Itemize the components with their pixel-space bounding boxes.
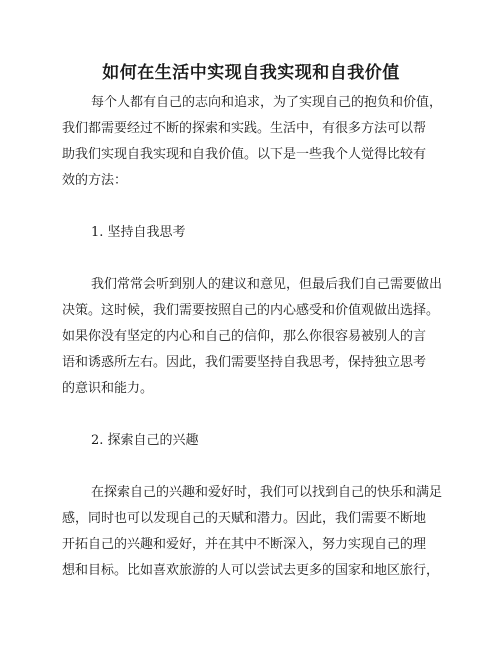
intro-line-3: 助我们实现自我实现和自我价值。以下是一些我个人觉得比较有 xyxy=(62,147,427,162)
section2-line-1: 在探索自己的兴趣和爱好时，我们可以找到自己的快乐和满足 xyxy=(91,485,443,500)
section1-line-3: 如果你没有坚定的内心和自己的信仰，那么你很容易被别人的言 xyxy=(62,329,427,344)
section1-line-1: 我们常常会听到别人的建议和意见，但最后我们自己需要做出 xyxy=(91,277,443,292)
section1-line-4: 语和诱惑所左右。因此，我们需要坚持自我思考，保持独立思考 xyxy=(62,355,427,370)
section1-line-2: 决策。这时候，我们需要按照自己的内心感受和价值观做出选择。 xyxy=(62,303,440,318)
section2-line-2: 感，同时也可以发现自己的天赋和潜力。因此，我们需要不断地 xyxy=(62,511,427,526)
intro-line-2: 我们都需要经过不断的探索和实践。生活中，有很多方法可以帮 xyxy=(62,121,427,136)
section-heading-1: 1. 坚持自我思考 xyxy=(91,225,186,240)
intro-line-1: 每个人都有自己的志向和追求，为了实现自己的抱负和价值， xyxy=(91,95,443,110)
section2-line-3: 开拓自己的兴趣和爱好，并在其中不断深入，努力实现自己的理 xyxy=(62,537,427,552)
section1-line-5: 的意识和能力。 xyxy=(62,381,154,396)
intro-line-4: 效的方法： xyxy=(62,173,128,188)
section-heading-2: 2. 探索自己的兴趣 xyxy=(91,433,199,448)
document-title: 如何在生活中实现自我实现和自我价值 xyxy=(102,63,400,83)
section2-line-4: 想和目标。比如喜欢旅游的人可以尝试去更多的国家和地区旅行， xyxy=(62,563,440,578)
